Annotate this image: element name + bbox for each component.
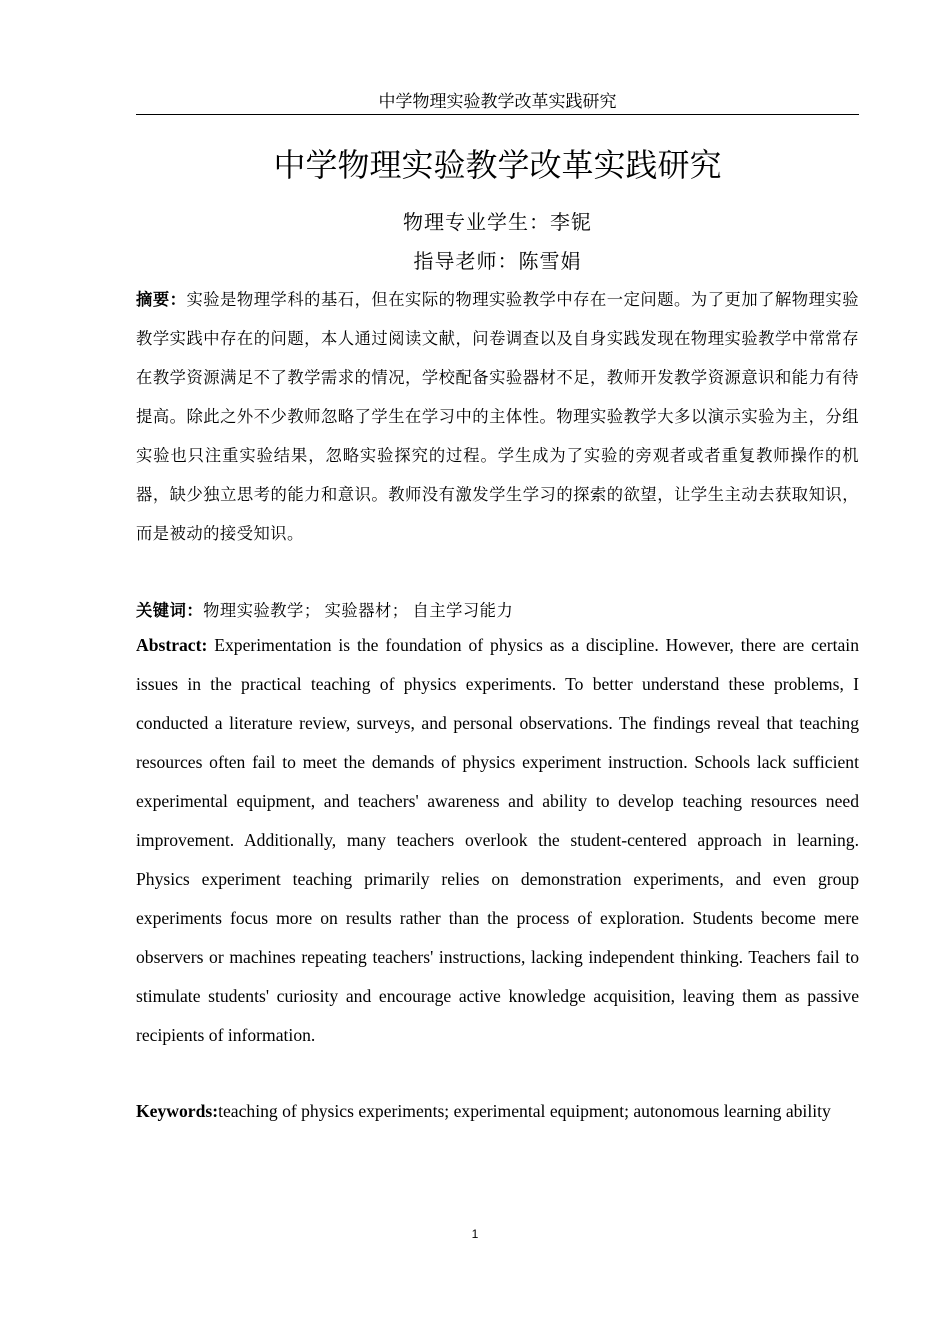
english-abstract-label: Abstract: (136, 635, 208, 655)
page-number: 1 (471, 1227, 479, 1241)
chinese-abstract (136, 280, 859, 553)
student-author: 物理专业学生：李铌 (403, 210, 592, 234)
running-header: 中学物理实验教学改革实践研究 (378, 92, 617, 112)
english-keywords (136, 1092, 859, 1131)
chinese-keyword: 实验器材； (324, 601, 409, 620)
chinese-keyword: 自主学习能力 (412, 601, 514, 620)
chinese-keywords-label: 关键词： (136, 601, 204, 620)
advisor-author: 指导老师：陈雪娟 (413, 249, 582, 273)
english-keywords-label: Keywords: (136, 1101, 219, 1121)
chinese-keywords (136, 591, 859, 630)
english-abstract-text: Experimentation is the foundation of physics as a discipline. However, there are certain issues in the practical teaching of physics experiments. To better understand these problems, I conducted a literature review, surveys, and personal observations. The findings reveal that teaching resources often fail to meet the demands of physics experiment instruction. Schools lack sufficient experimental equipment, and teachers' awareness and ability to develop teaching resources need improvement. Additionally, many teachers overlook the student-centered approach in learning. Physics experiment teaching primarily relies on demonstration experiments, and even group experiments focus more on results rather than the process of exploration. Students become mere observers or machines repeating teachers' instructions, lacking independent thinking. Teachers fail to stimulate students' curiosity and encourage active knowledge acquisition, leaving them as passive recipients of information. (136, 635, 859, 1045)
chinese-abstract-text: 实验是物理学科的基石，但在实际的物理实验教学中存在一定问题。为了更加了解物理实验教学实践中存在的问题，本人通过阅读文献，问卷调查以及自身实践发现在物理实验教学中常常存在教学资源满足不了教学需求的情况，学校配备实验器材不足，教师开发教学资源意识和能力有待提高。除此之外不少教师忽略了学生在学习中的主体性。物理实验教学大多以演示实验为主，分组实验也只注重实验结果，忽略实验探究的过程。学生成为了实验的旁观者或者重复教师操作的机器，缺少独立思考的能力和意识。教师没有激发学生学习的探索的欲望，让学生主动去获取知识，而是被动的接受知识。 (136, 290, 859, 543)
english-keywords-text: teaching of physics experiments; experimental equipment; autonomous learning ability (218, 1101, 831, 1121)
chinese-keyword: 物理实验教学； (203, 601, 321, 620)
header-divider (136, 114, 859, 115)
chinese-abstract-label: 摘要： (136, 290, 187, 309)
english-abstract (136, 626, 859, 1055)
paper-title: 中学物理实验教学改革实践研究 (273, 146, 722, 184)
